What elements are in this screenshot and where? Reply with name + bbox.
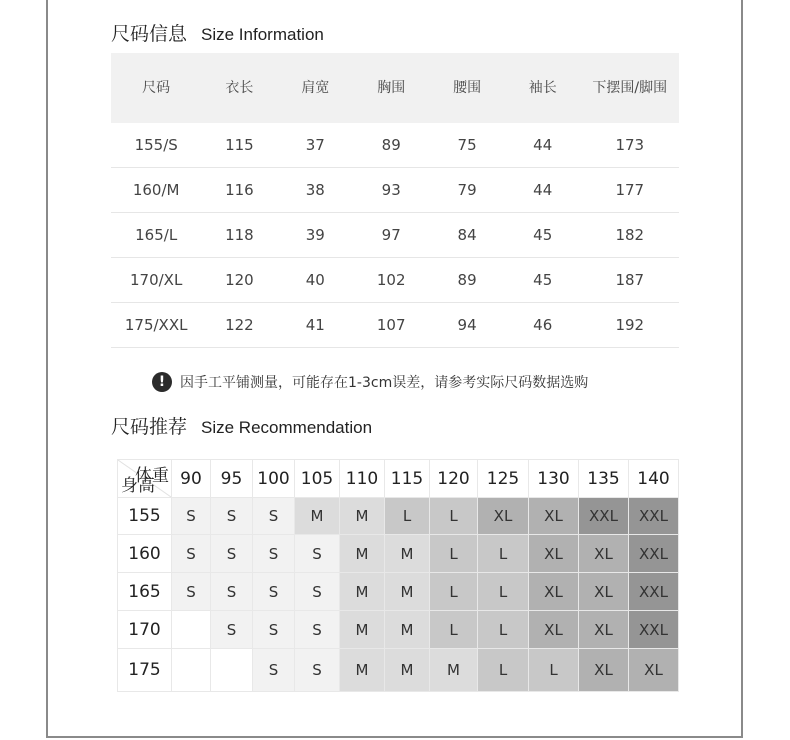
size-info-cell: 115 [201, 123, 277, 168]
size-info-cell: 107 [353, 303, 429, 348]
size-rec-title [111, 412, 372, 439]
corner-height-label: 身高 [121, 476, 155, 496]
size-info-table [111, 53, 679, 348]
size-rec-cell: XL [579, 535, 629, 573]
size-info-cell: 46 [505, 303, 581, 348]
size-info-cell: 44 [505, 123, 581, 168]
weight-header-cell: 130 [529, 460, 579, 498]
size-rec-cell: L [430, 498, 478, 535]
weight-header-cell: 105 [295, 460, 340, 498]
size-info-cell: 79 [429, 168, 505, 213]
header-shoulder: 肩宽 [278, 53, 354, 123]
size-rec-cell: XL [579, 573, 629, 611]
size-info-cell: 97 [353, 213, 429, 258]
size-info-cell: 45 [505, 258, 581, 303]
size-rec-cell: S [253, 535, 295, 573]
height-row [118, 498, 679, 535]
height-header-cell: 165 [118, 573, 172, 611]
height-row [118, 649, 679, 692]
size-rec-cell [172, 611, 211, 649]
size-info-row [111, 258, 679, 303]
size-rec-cell [172, 649, 211, 692]
size-rec-cell: L [385, 498, 430, 535]
size-rec-cell: XXL [629, 611, 679, 649]
size-rec-cell: XXL [629, 535, 679, 573]
header-waist: 腰围 [429, 53, 505, 123]
size-info-cell: 45 [505, 213, 581, 258]
height-header-cell: 175 [118, 649, 172, 692]
size-info-cell: 165/L [111, 213, 201, 258]
size-rec-cell: M [385, 535, 430, 573]
size-rec-cell: S [253, 498, 295, 535]
size-rec-cell: L [478, 611, 529, 649]
size-info-header-row [111, 53, 679, 123]
size-info-cell: 38 [278, 168, 354, 213]
corner-cell [118, 460, 172, 498]
size-rec-cell: XXL [629, 498, 679, 535]
size-rec-cell: S [295, 649, 340, 692]
header-size: 尺码 [111, 53, 201, 123]
exclamation-icon: ! [152, 372, 172, 392]
weight-header-cell: 90 [172, 460, 211, 498]
size-info-cell: 94 [429, 303, 505, 348]
size-info-cell: 75 [429, 123, 505, 168]
height-header-cell: 170 [118, 611, 172, 649]
size-info-cell: 182 [581, 213, 679, 258]
size-info-cell: 122 [201, 303, 277, 348]
header-hem: 下摆围/脚围 [581, 53, 679, 123]
size-rec-cell: S [211, 573, 253, 611]
size-rec-cell: S [295, 611, 340, 649]
height-header-cell: 155 [118, 498, 172, 535]
note-text: 因手工平铺测量，可能存在1-3cm误差，请参考实际尺码数据选购 [180, 375, 589, 391]
size-rec-cell: S [295, 573, 340, 611]
size-rec-cell: L [430, 573, 478, 611]
size-info-cell: 41 [278, 303, 354, 348]
size-rec-cell: XXL [629, 573, 679, 611]
size-info-cell: 120 [201, 258, 277, 303]
size-info-cell: 39 [278, 213, 354, 258]
weight-header-cell: 120 [430, 460, 478, 498]
size-rec-cell: M [340, 535, 385, 573]
size-rec-cell: S [211, 611, 253, 649]
size-rec-cell: XL [579, 649, 629, 692]
weight-header-cell: 100 [253, 460, 295, 498]
size-info-cell: 93 [353, 168, 429, 213]
size-info-row [111, 303, 679, 348]
size-info-cell: 116 [201, 168, 277, 213]
corner-weight-label: 体重 [135, 466, 169, 486]
height-header-cell: 160 [118, 535, 172, 573]
size-rec-cell: S [172, 535, 211, 573]
size-info-cell: 102 [353, 258, 429, 303]
size-rec-table [117, 459, 679, 692]
size-rec-cell: M [385, 649, 430, 692]
size-rec-title-en: Size Recommendation [201, 418, 373, 437]
size-rec-cell: XL [529, 535, 579, 573]
size-rec-cell: M [340, 573, 385, 611]
size-rec-cell: XL [478, 498, 529, 535]
size-rec-cell: S [295, 535, 340, 573]
size-info-row [111, 168, 679, 213]
header-sleeve: 袖长 [505, 53, 581, 123]
height-row [118, 573, 679, 611]
size-info-cell: 155/S [111, 123, 201, 168]
weight-header-cell: 115 [385, 460, 430, 498]
height-row [118, 535, 679, 573]
size-info-cell: 118 [201, 213, 277, 258]
size-rec-cell: M [340, 498, 385, 535]
size-info-title-en: Size Information [201, 25, 324, 44]
measurement-note [152, 372, 588, 392]
size-rec-cell: M [295, 498, 340, 535]
size-rec-cell: L [478, 573, 529, 611]
size-info-cell: 173 [581, 123, 679, 168]
size-rec-cell: L [478, 649, 529, 692]
size-rec-cell: XL [529, 611, 579, 649]
weight-header-cell: 95 [211, 460, 253, 498]
weight-header-cell: 110 [340, 460, 385, 498]
weight-header-row [118, 460, 679, 498]
size-rec-cell: L [430, 535, 478, 573]
size-info-cell: 170/XL [111, 258, 201, 303]
size-rec-cell: XL [529, 498, 579, 535]
size-rec-cell [211, 649, 253, 692]
header-chest: 胸围 [353, 53, 429, 123]
size-rec-cell: L [430, 611, 478, 649]
header-length: 衣长 [201, 53, 277, 123]
size-rec-cell: L [529, 649, 579, 692]
size-rec-cell: XXL [579, 498, 629, 535]
size-info-cell: 44 [505, 168, 581, 213]
size-rec-cell: S [211, 535, 253, 573]
size-rec-cell: S [253, 611, 295, 649]
size-info-cell: 84 [429, 213, 505, 258]
size-rec-cell: M [340, 649, 385, 692]
size-rec-cell: S [253, 649, 295, 692]
size-info-cell: 187 [581, 258, 679, 303]
size-info-title-zh: 尺码信息 [111, 23, 188, 45]
size-info-cell: 89 [429, 258, 505, 303]
size-rec-title-zh: 尺码推荐 [111, 416, 188, 438]
size-info-title [111, 19, 324, 46]
size-info-cell: 89 [353, 123, 429, 168]
size-rec-cell: S [211, 498, 253, 535]
size-info-cell: 192 [581, 303, 679, 348]
weight-header-cell: 140 [629, 460, 679, 498]
weight-header-cell: 135 [579, 460, 629, 498]
size-rec-cell: XL [529, 573, 579, 611]
size-rec-cell: XL [579, 611, 629, 649]
size-rec-cell: M [340, 611, 385, 649]
size-rec-cell: M [385, 573, 430, 611]
size-rec-cell: M [430, 649, 478, 692]
size-rec-cell: S [253, 573, 295, 611]
size-info-row [111, 123, 679, 168]
size-rec-cell: L [478, 535, 529, 573]
size-info-cell: 37 [278, 123, 354, 168]
size-info-row [111, 213, 679, 258]
size-info-cell: 160/M [111, 168, 201, 213]
size-rec-cell: S [172, 573, 211, 611]
size-info-cell: 177 [581, 168, 679, 213]
size-info-cell: 175/XXL [111, 303, 201, 348]
size-rec-cell: XL [629, 649, 679, 692]
size-rec-cell: S [172, 498, 211, 535]
height-row [118, 611, 679, 649]
weight-header-cell: 125 [478, 460, 529, 498]
size-info-cell: 40 [278, 258, 354, 303]
size-rec-cell: M [385, 611, 430, 649]
